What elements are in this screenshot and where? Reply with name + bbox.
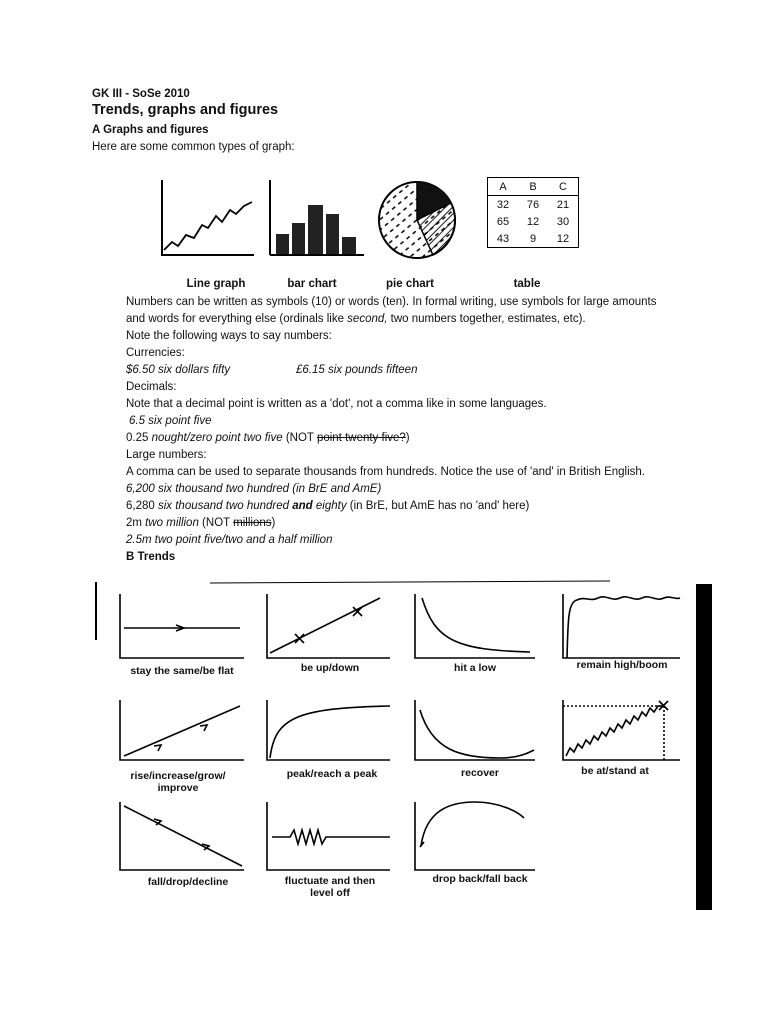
- trend-caption-hit-low: hit a low: [454, 662, 496, 674]
- large-number-example: 2m two million (NOT millions): [126, 517, 276, 529]
- table-row: [488, 230, 579, 248]
- trend-caption-rise: rise/increase/grow/ improve: [130, 770, 226, 794]
- trend-caption-fluctuate: fluctuate and then level off: [284, 875, 376, 899]
- page-title: Trends, graphs and figures: [92, 102, 279, 118]
- note-line: Note the following ways to say numbers:: [126, 330, 332, 342]
- large-number-example: 6,280 six thousand two hundred and eighty (in BrE, but AmE has no 'and' here): [126, 500, 530, 512]
- trend-caption-recover: recover: [461, 767, 499, 779]
- course-label: GK III - SoSe 2010: [92, 88, 190, 100]
- trends-panel: [90, 580, 720, 910]
- sample-table: [487, 177, 579, 248]
- table-cell: 12: [526, 215, 540, 228]
- label-table: table: [513, 278, 541, 290]
- trend-caption-fall: fall/drop/decline: [147, 876, 229, 888]
- label-line-graph: Line graph: [186, 278, 246, 290]
- large-number-example: 2.5m two point five/two and a half million: [126, 534, 333, 546]
- decimals-note: Note that a decimal point is written as a 'dot', not a comma like in some languages.: [126, 398, 547, 410]
- line-graph-figure: [150, 180, 260, 260]
- currency-example: £6.15 six pounds fifteen: [296, 364, 418, 376]
- section-a-heading: A Graphs and figures: [92, 124, 209, 136]
- table-cell: 21: [556, 198, 570, 211]
- bar-chart-figure: [268, 180, 368, 260]
- trend-caption-peak: peak/reach a peak: [286, 768, 378, 780]
- paragraph-line: Numbers can be written as symbols (10) or words (ten). In formal writing, use symbols for large amounts: [126, 296, 657, 308]
- label-bar-chart: bar chart: [287, 278, 337, 290]
- large-number-example: 6,200 six thousand two hundred (in BrE and AmE): [126, 483, 382, 495]
- table-cell: 12: [556, 232, 570, 245]
- table-cell: 32: [496, 198, 510, 211]
- section-b-heading: B Trends: [126, 551, 176, 563]
- table-row: [488, 213, 579, 230]
- trend-caption-up-down: be up/down: [300, 662, 360, 674]
- table-cell: 43: [496, 232, 510, 245]
- trend-caption-be-at: be at/stand at: [581, 765, 649, 777]
- pie-chart-figure: [375, 178, 465, 262]
- table-cell: 9: [529, 232, 537, 245]
- large-numbers-note: A comma can be used to separate thousands from hundreds. Notice the use of 'and' in British English.: [126, 466, 645, 478]
- currencies-label: Currencies:: [126, 347, 185, 359]
- trend-caption-drop-back: drop back/fall back: [432, 873, 528, 885]
- decimals-label: Decimals:: [126, 381, 177, 393]
- trend-caption-stay-flat: stay the same/be flat: [130, 665, 234, 677]
- trend-caption-remain-high: remain high/boom: [576, 659, 668, 671]
- table-header: C: [559, 180, 567, 193]
- label-pie-chart: pie chart: [386, 278, 434, 290]
- decimal-example: 6.5 six point five: [129, 415, 212, 427]
- section-a-intro: Here are some common types of graph:: [92, 141, 295, 153]
- paragraph-line: and words for everything else (ordinals like second, two numbers together, estimates, etc).: [126, 313, 586, 325]
- table-header: A: [499, 180, 507, 193]
- currency-example: $6.50 six dollars fifty: [126, 364, 231, 376]
- large-numbers-label: Large numbers:: [126, 449, 207, 461]
- table-cell: 30: [556, 215, 570, 228]
- table-header: B: [529, 180, 537, 193]
- decimal-example: 0.25 nought/zero point two five (NOT point twenty five?): [126, 432, 410, 444]
- table-cell: 76: [526, 198, 540, 211]
- table-row: [488, 196, 579, 214]
- table-header-row: [488, 178, 579, 196]
- table-cell: 65: [496, 215, 510, 228]
